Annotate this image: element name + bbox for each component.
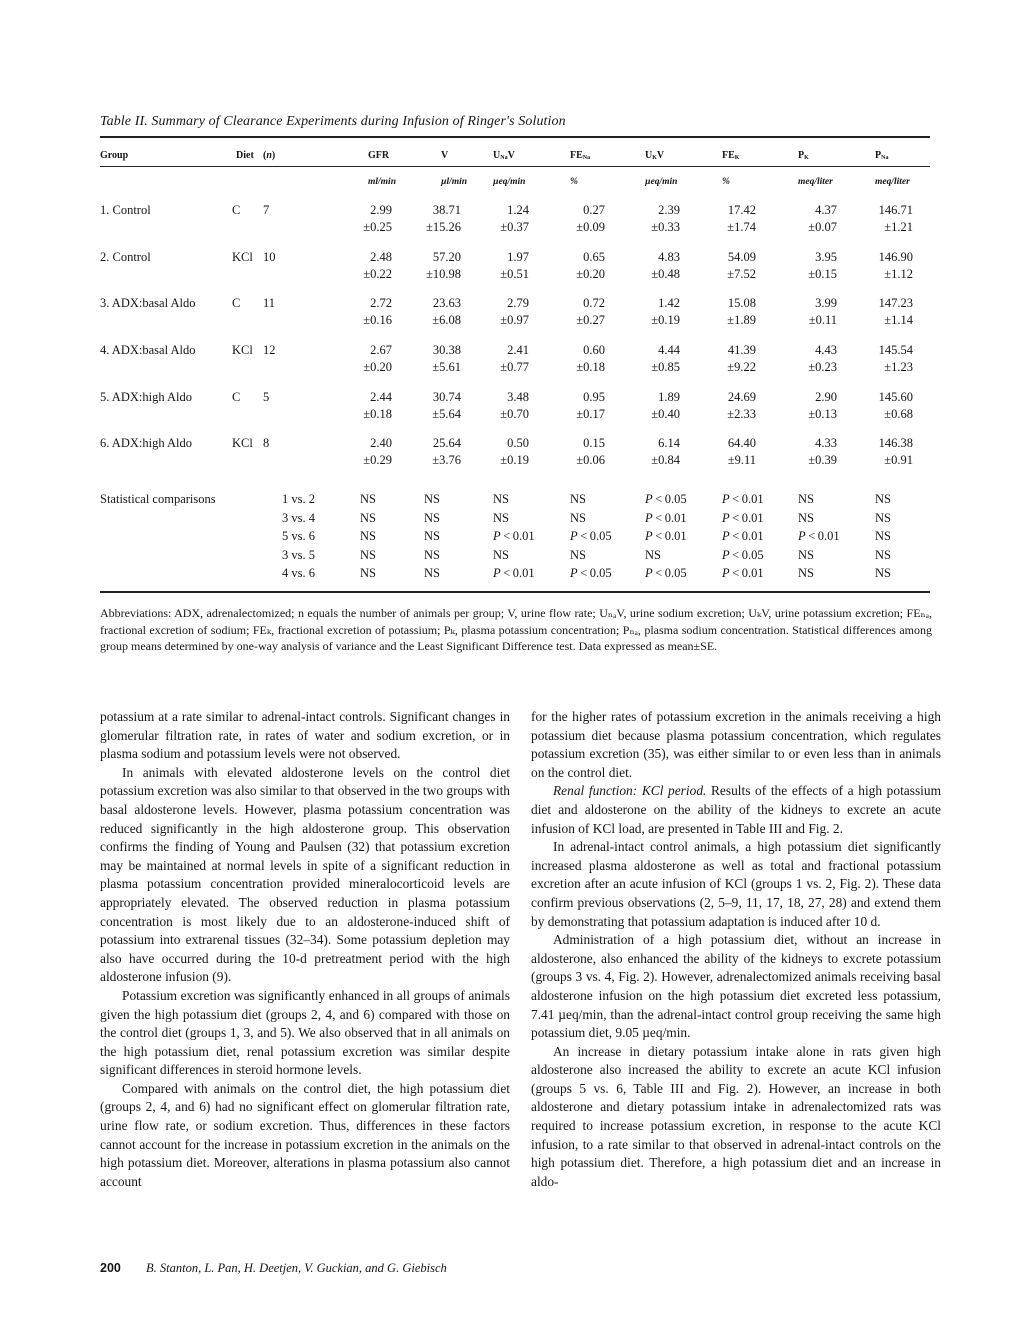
- cell-mean-gfr: 2.40: [370, 436, 392, 450]
- stats-pna: NS: [875, 529, 891, 543]
- cell-mean-unav: 3.48: [507, 390, 529, 404]
- cell-mean-fek: 15.08: [727, 296, 756, 310]
- paragraph: Potassium excretion was significantly enhanced in all groups of animals given the high potassium diet (groups 2, 4, and 6) compared with those on the control diet (groups 1, 3, and 5). We also observed that in all animals on the high potassium diet, renal potassium excretion was similar despite significant differences in steroid hormone levels.: [100, 987, 510, 1078]
- section-paragraph: [531, 782, 941, 838]
- cell-se-ukv: ±0.19: [651, 313, 680, 327]
- cell-se-pna: ±1.14: [884, 313, 913, 327]
- row-n: 5: [263, 390, 270, 404]
- cell-se-fek: ±7.52: [727, 267, 756, 281]
- header-n: (n): [263, 150, 276, 161]
- stats-label: Statistical comparisons: [100, 492, 216, 506]
- row-diet: KCl: [232, 343, 253, 357]
- row-diet: C: [232, 296, 241, 310]
- cell-mean-unav: 2.79: [507, 296, 529, 310]
- cell-se-unav: ±0.70: [500, 407, 529, 421]
- cell-mean-unav: 1.97: [507, 250, 529, 264]
- cell-mean-pna: 145.60: [878, 390, 913, 404]
- row-group-label: 5. ADX:high Aldo: [100, 390, 193, 404]
- section-heading: Renal function: KCl period.: [553, 783, 707, 799]
- stats-pna: NS: [875, 566, 891, 580]
- cell-se-pna: ±0.91: [884, 453, 913, 467]
- cell-se-gfr: ±0.22: [363, 267, 392, 281]
- table-footnote: Abbreviations: ADX, adrenalectomized; n equals the number of animals per group; V, urine flow rate; UₙₐV, urine sodium excretion; UₖV, urine potassium excretion; FEₙₐ, fractional excretion of sodium; FEₖ, fractional excretion of potassium; Pₖ, plasma potassium concentration; Pₙₐ, plasma sodium concentration. Statistical differences among group means determined by one-way analysis of variance and the Least Significant Difference test. Data expressed as mean±SE.: [100, 606, 932, 653]
- stats-fek: P < 0.01: [722, 566, 764, 580]
- cell-mean-v: 23.63: [432, 296, 461, 310]
- stats-unav: NS: [493, 547, 509, 562]
- stats-v: NS: [424, 566, 440, 580]
- cell-mean-fena: 0.65: [583, 250, 605, 264]
- stats-fena: P < 0.05: [570, 566, 612, 580]
- cell-mean-fek: 17.42: [727, 203, 756, 217]
- unit-ukv: µeq/min: [645, 177, 678, 187]
- paragraph: In animals with elevated aldosterone levels on the control diet potassium excretion was also similar to that observed in the two groups with basal aldosterone levels. However, plasma potassium concentration was reduced significantly in the high aldosterone group. This observation confirms the finding of Young and Paulsen (32) that potassium excretion may be maintained at normal levels in spite of a significant reduction in plasma potassium concentration provided mineralocorticoid levels are appropriately elevated. The observed reduction in plasma potassium concentration is most likely due to an aldosterone-induced shift of potassium into extrarenal tissues (32–34). Some potassium depletion may also have occurred during the 10-d pretreatment period with the high aldosterone infusion (9).: [100, 764, 510, 985]
- row-group-label: 2. Control: [100, 250, 151, 264]
- cell-se-gfr: ±0.18: [363, 407, 392, 421]
- table-title: Table II. Summary of Clearance Experiments during Infusion of Ringer's Solution: [100, 114, 566, 129]
- row-n: 7: [263, 203, 270, 217]
- cell-mean-pk: 2.90: [815, 390, 837, 404]
- cell-mean-gfr: 2.48: [370, 250, 392, 264]
- row-diet: KCl: [232, 250, 253, 264]
- cell-se-ukv: ±0.40: [651, 407, 680, 421]
- cell-se-pk: ±0.13: [808, 407, 837, 421]
- cell-se-unav: ±0.51: [500, 267, 529, 281]
- cell-mean-pna: 146.38: [878, 436, 913, 450]
- stats-gfr: NS: [360, 547, 376, 562]
- cell-se-ukv: ±0.85: [651, 360, 680, 374]
- table-header-rule: [100, 166, 930, 167]
- cell-se-unav: ±0.97: [500, 313, 529, 327]
- unit-v: µl/min: [441, 177, 468, 187]
- row-group-label: 6. ADX:high Aldo: [100, 436, 193, 450]
- paragraph: Administration of a high potassium diet, without an increase in aldosterone, also enhanced the ability of the kidneys to excrete potassium (groups 3 vs. 4, Fig. 2). However, adrenalectomized animals receiving basal aldosterone infusion on the high potassium diet excreted less potassium, 7.41 µeq/min, than the adrenal-intact control group receiving the same high potassium diet, 9.05 µeq/min.: [531, 932, 941, 1041]
- cell-se-fek: ±2.33: [727, 407, 756, 421]
- stats-pk: NS: [798, 566, 814, 580]
- stats-pna: NS: [875, 510, 891, 525]
- stats-gfr: NS: [360, 529, 376, 543]
- paragraph: Compared with animals on the control diet, the high potassium diet (groups 2, 4, and 6) had no significant effect on glomerular filtration rate, urine flow rate, or sodium excretion. Thus, differences in these factors cannot account for the increase in potassium excretion in the animals on the high potassium diet. Moreover, alterations in plasma potassium also cannot account: [100, 1080, 510, 1189]
- row-diet: C: [232, 390, 241, 404]
- stats-v: NS: [424, 492, 440, 506]
- stats-unav: P < 0.01: [493, 566, 535, 580]
- row-n: 11: [263, 296, 276, 310]
- stats-unav: NS: [493, 510, 509, 525]
- stats-gfr: NS: [360, 510, 376, 525]
- stats-v: NS: [424, 547, 440, 562]
- cell-mean-fek: 54.09: [727, 250, 756, 264]
- cell-mean-fena: 0.60: [583, 343, 605, 357]
- paragraph: potassium at a rate similar to adrenal-intact controls. Significant changes in glomerular filtration rate, in rates of water and sodium excretion, or in plasma sodium and potassium levels were not observed.: [100, 709, 510, 762]
- cell-mean-pk: 3.95: [815, 250, 837, 264]
- stats-ukv: NS: [645, 547, 661, 562]
- cell-mean-ukv: 2.39: [658, 203, 680, 217]
- cell-se-v: ±5.64: [432, 407, 461, 421]
- cell-mean-v: 30.74: [432, 390, 461, 404]
- cell-mean-pk: 4.37: [815, 203, 837, 217]
- stats-fena: NS: [570, 547, 586, 562]
- header-v: V: [441, 150, 449, 161]
- cell-se-fek: ±1.89: [727, 313, 756, 327]
- stats-comparison: 1 vs. 2: [282, 492, 315, 506]
- paragraph: An increase in dietary potassium intake alone in rats given high aldosterone also increased the ability to excrete an acute KCl infusion (groups 5 vs. 6, Table III and Fig. 2). However, an increase in both aldosterone and dietary potassium intake in adrenalectomized rats was required to increase potassium excretion, in response to the acute KCl infusion, to a rate similar to that observed in adrenal-intact controls on the high potassium diet. Therefore, a high potassium diet and an increase in aldo-: [531, 1043, 941, 1189]
- row-diet: KCl: [232, 436, 253, 450]
- page-footer: [100, 1261, 447, 1276]
- row-n: 8: [263, 436, 270, 450]
- stats-ukv: P < 0.01: [645, 510, 687, 525]
- section-text: Results of the effects of a high potassium diet and aldosterone on the ability of the kidneys to excrete an acute infusion of KCl load, are presented in Table III and Fig. 2.: [531, 783, 941, 836]
- cell-mean-pk: 4.43: [815, 343, 837, 357]
- cell-mean-fena: 0.15: [583, 436, 605, 450]
- stats-comparison: 3 vs. 5: [282, 547, 315, 562]
- row-diet: C: [232, 203, 241, 217]
- stats-unav: NS: [493, 492, 509, 506]
- unit-gfr: ml/min: [368, 177, 396, 187]
- stats-fek: P < 0.01: [722, 529, 764, 543]
- cell-mean-fena: 0.27: [583, 203, 605, 217]
- cell-mean-pna: 147.23: [878, 296, 913, 310]
- cell-mean-gfr: 2.72: [370, 296, 392, 310]
- stats-comparison: 3 vs. 4: [282, 510, 315, 525]
- cell-mean-gfr: 2.67: [370, 343, 392, 357]
- row-n: 10: [263, 250, 276, 264]
- cell-se-gfr: ±0.25: [363, 220, 392, 234]
- stats-fena: P < 0.05: [570, 529, 612, 543]
- cell-se-pk: ±0.23: [808, 360, 837, 374]
- cell-se-gfr: ±0.16: [363, 313, 392, 327]
- cell-mean-ukv: 6.14: [658, 436, 680, 450]
- cell-mean-pna: 146.90: [878, 250, 913, 264]
- stats-gfr: NS: [360, 566, 376, 580]
- header-gfr: GFR: [368, 150, 390, 161]
- cell-se-pna: ±1.12: [884, 267, 913, 281]
- cell-se-gfr: ±0.29: [363, 453, 392, 467]
- cell-mean-gfr: 2.99: [370, 203, 392, 217]
- cell-mean-fek: 41.39: [727, 343, 756, 357]
- stats-pna: NS: [875, 547, 891, 562]
- header-pk: $P_K$: [798, 150, 809, 161]
- cell-mean-pna: 145.54: [878, 343, 913, 357]
- stats-fena: NS: [570, 492, 586, 506]
- stats-comparison: 4 vs. 6: [282, 566, 315, 580]
- cell-se-pk: ±0.15: [808, 267, 837, 281]
- cell-mean-v: 25.64: [432, 436, 461, 450]
- unit-pk: meq/liter: [798, 177, 833, 187]
- cell-se-v: ±6.08: [432, 313, 461, 327]
- cell-mean-unav: 2.41: [507, 343, 529, 357]
- stats-fek: P < 0.05: [722, 547, 764, 562]
- cell-mean-v: 30.38: [432, 343, 461, 357]
- unit-fena: %: [570, 177, 578, 187]
- body-column-left: [100, 708, 510, 1191]
- stats-unav: P < 0.01: [493, 529, 535, 543]
- row-group-label: 1. Control: [100, 203, 151, 217]
- cell-mean-ukv: 4.83: [658, 250, 680, 264]
- cell-se-pna: ±1.23: [884, 360, 913, 374]
- cell-mean-fek: 64.40: [727, 436, 756, 450]
- header-diet: Diet: [236, 150, 254, 161]
- header-ukv: $U_KV$: [645, 150, 665, 161]
- table-top-rule: [100, 136, 930, 138]
- cell-se-gfr: ±0.20: [363, 360, 392, 374]
- cell-se-v: ±5.61: [432, 360, 461, 374]
- cell-mean-v: 57.20: [432, 250, 461, 264]
- stats-ukv: P < 0.05: [645, 566, 687, 580]
- cell-mean-v: 38.71: [432, 203, 461, 217]
- cell-mean-ukv: 1.42: [658, 296, 680, 310]
- row-n: 12: [263, 343, 276, 357]
- cell-mean-fena: 0.72: [583, 296, 605, 310]
- cell-se-ukv: ±0.48: [651, 267, 680, 281]
- stats-pna: NS: [875, 492, 891, 506]
- cell-se-fena: ±0.09: [576, 220, 605, 234]
- cell-se-ukv: ±0.84: [651, 453, 680, 467]
- header-group: Group: [100, 150, 129, 161]
- stats-v: NS: [424, 510, 440, 525]
- unit-pna: meq/liter: [875, 177, 910, 187]
- stats-pk: NS: [798, 547, 814, 562]
- row-group-label: 4. ADX:basal Aldo: [100, 343, 196, 357]
- stats-pk: NS: [798, 510, 814, 525]
- stats-ukv: P < 0.05: [645, 492, 687, 506]
- header-fek: $FE_K$: [722, 150, 740, 161]
- paragraph: In adrenal-intact control animals, a high potassium diet significantly increased plasma aldosterone as well as total and fractional potassium excretion after an acute infusion of KCl (groups 1 vs. 2, Fig. 2). These data confirm previous observations (2, 5–9, 11, 17, 18, 27, 28) and extend them by demonstrating that potassium adaptation is induced after 10 d.: [531, 839, 941, 929]
- body-column-right: [531, 708, 941, 1191]
- paragraph: for the higher rates of potassium excretion in the animals receiving a high potassium diet because plasma potassium concentration, which regulates potassium excretion (35), was either similar to or even less than in animals on the control diet.: [531, 709, 941, 780]
- cell-se-pna: ±1.21: [884, 220, 913, 234]
- cell-se-fena: ±0.27: [576, 313, 605, 327]
- cell-mean-unav: 0.50: [507, 436, 529, 450]
- cell-se-v: ±15.26: [426, 220, 461, 234]
- cell-se-fena: ±0.17: [576, 407, 605, 421]
- cell-mean-fena: 0.95: [583, 390, 605, 404]
- cell-mean-pna: 146.71: [878, 203, 913, 217]
- cell-mean-pk: 3.99: [815, 296, 837, 310]
- stats-fek: P < 0.01: [722, 492, 764, 506]
- cell-se-v: ±3.76: [432, 453, 461, 467]
- cell-se-unav: ±0.37: [500, 220, 529, 234]
- cell-se-v: ±10.98: [426, 267, 461, 281]
- stats-gfr: NS: [360, 492, 376, 506]
- cell-se-pk: ±0.11: [808, 313, 837, 327]
- stats-ukv: P < 0.01: [645, 529, 687, 543]
- cell-mean-ukv: 4.44: [658, 343, 680, 357]
- cell-se-fek: ±9.22: [727, 360, 756, 374]
- table-bottom-rule: [100, 591, 930, 593]
- cell-se-unav: ±0.19: [500, 453, 529, 467]
- cell-se-fena: ±0.06: [576, 453, 605, 467]
- stats-comparison: 5 vs. 6: [282, 529, 315, 543]
- cell-mean-ukv: 1.89: [658, 390, 680, 404]
- stats-fena: NS: [570, 510, 586, 525]
- stats-pk: NS: [798, 492, 814, 506]
- cell-se-fena: ±0.18: [576, 360, 605, 374]
- cell-se-pk: ±0.07: [808, 220, 837, 234]
- stats-v: NS: [424, 529, 440, 543]
- stats-pk: P < 0.01: [798, 529, 840, 543]
- cell-se-pna: ±0.68: [884, 407, 913, 421]
- cell-se-fek: ±1.74: [727, 220, 756, 234]
- cell-se-fena: ±0.20: [576, 267, 605, 281]
- unit-fek: %: [722, 177, 730, 187]
- header-fena: $FE_{Na}$: [570, 150, 591, 161]
- page-number: 200: [100, 1261, 121, 1275]
- cell-mean-unav: 1.24: [507, 203, 529, 217]
- header-pna: $P_{Na}$: [875, 150, 889, 161]
- running-authors: B. Stanton, L. Pan, H. Deetjen, V. Guckian, and G. Giebisch: [145, 1261, 447, 1275]
- cell-se-fek: ±9.11: [727, 453, 756, 467]
- cell-se-pk: ±0.39: [808, 453, 837, 467]
- header-unav: $U_{Na}V$: [493, 150, 515, 161]
- row-group-label: 3. ADX:basal Aldo: [100, 296, 196, 310]
- cell-mean-gfr: 2.44: [370, 390, 392, 404]
- stats-fek: P < 0.01: [722, 510, 764, 525]
- cell-se-ukv: ±0.33: [651, 220, 680, 234]
- cell-mean-fek: 24.69: [727, 390, 756, 404]
- unit-unav: µeq/min: [493, 177, 526, 187]
- cell-mean-pk: 4.33: [815, 436, 837, 450]
- cell-se-unav: ±0.77: [500, 360, 529, 374]
